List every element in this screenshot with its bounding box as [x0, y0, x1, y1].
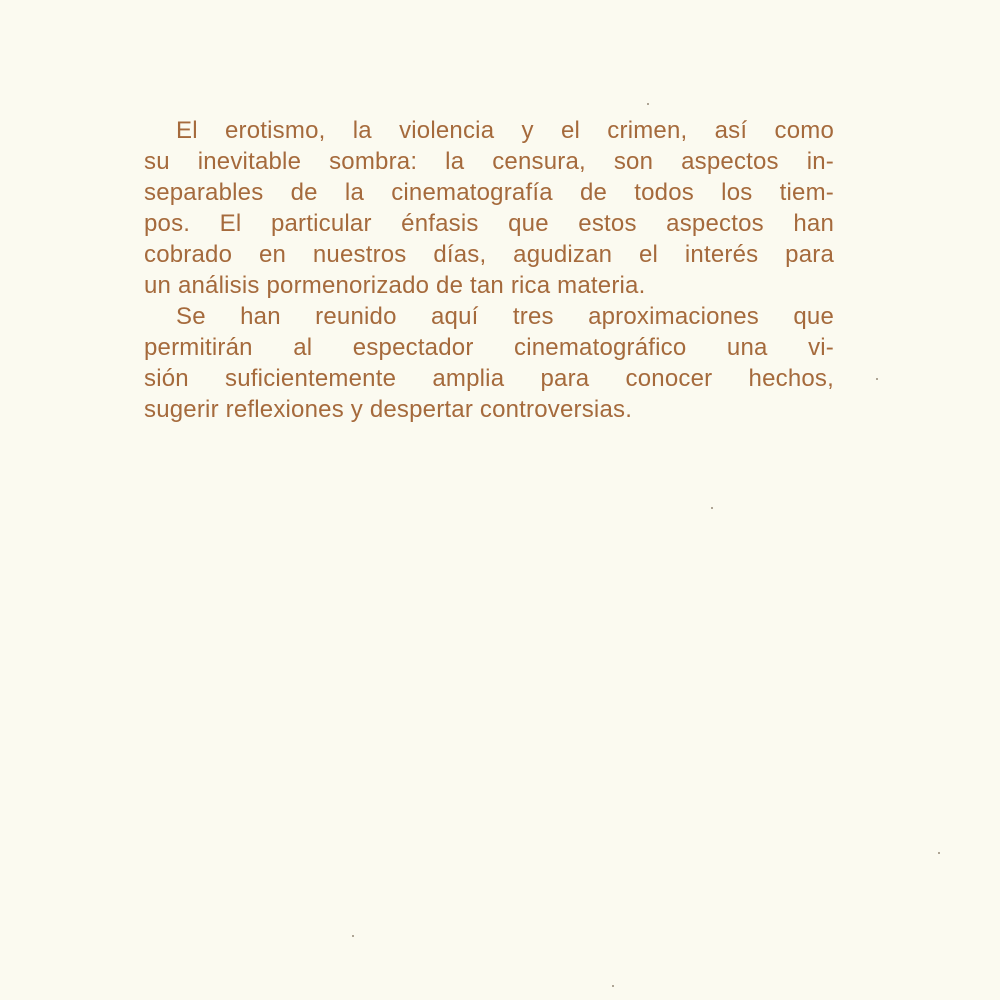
paper-speck — [352, 935, 354, 937]
text-line: separables de la cinematografía de todos los tiem- — [144, 179, 834, 206]
text-line: cobrado en nuestros días, agudizan el interés para — [144, 241, 834, 268]
paper-speck — [612, 985, 614, 987]
text-line: permitirán al espectador cinematográfico una vi- — [144, 334, 834, 361]
text-line: sión suficientemente amplia para conocer hechos, — [144, 365, 834, 392]
blurb-text — [144, 115, 834, 425]
paper-speck — [938, 852, 940, 854]
text-line: pos. El particular énfasis que estos aspectos han — [144, 210, 834, 237]
text-line: un análisis pormenorizado de tan rica materia. — [144, 272, 646, 299]
paper-speck — [876, 378, 878, 380]
paragraph-1 — [144, 115, 834, 301]
text-line: su inevitable sombra: la censura, son aspectos in- — [144, 148, 834, 175]
text-line: Se han reunido aquí tres aproximaciones que — [176, 303, 834, 330]
text-line: sugerir reflexiones y despertar controversias. — [144, 396, 633, 423]
paragraph-2 — [144, 301, 834, 425]
paper-speck — [711, 507, 713, 509]
text-line: El erotismo, la violencia y el crimen, así como — [176, 117, 834, 144]
paper-speck — [647, 103, 649, 105]
